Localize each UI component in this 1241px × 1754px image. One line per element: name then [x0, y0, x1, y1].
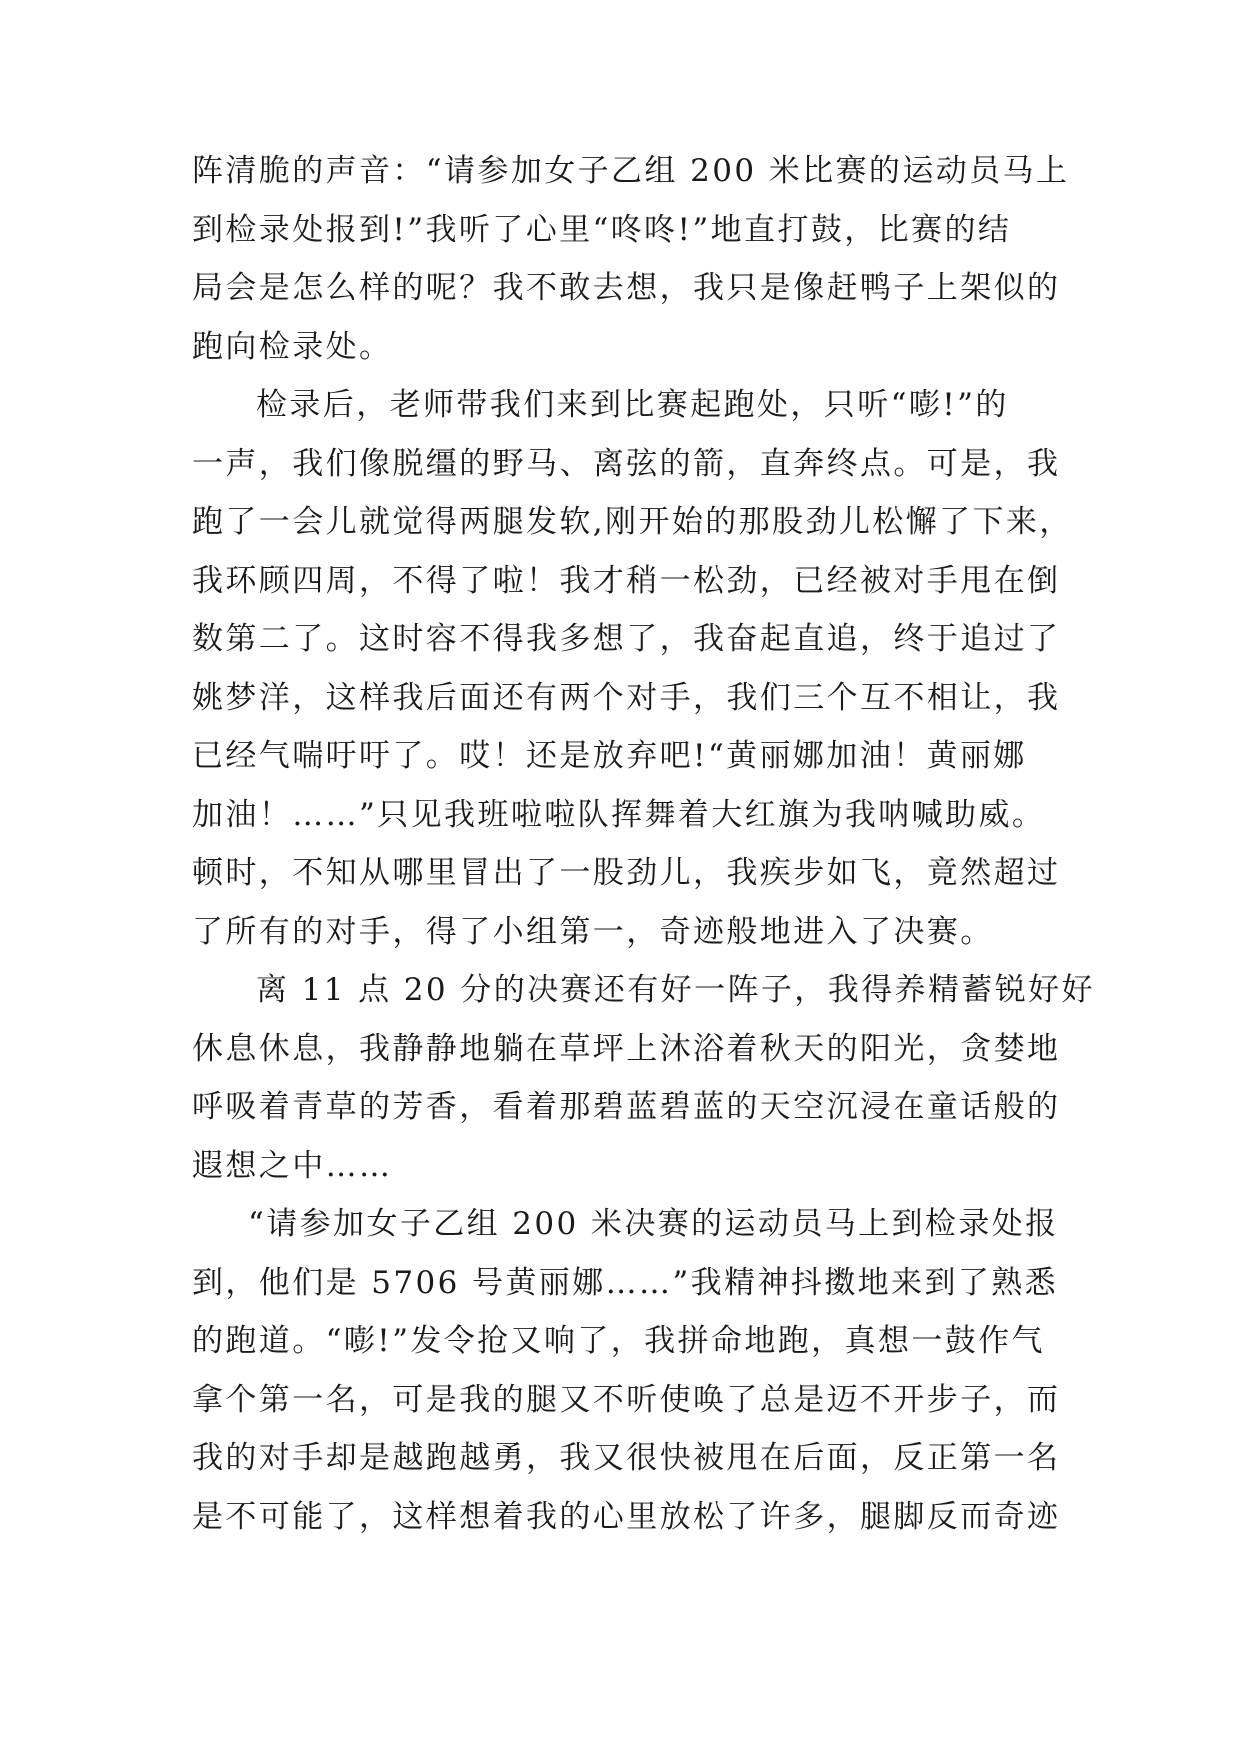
text-line: 一声，我们像脱缰的野马、离弦的箭，直奔终点。可是，我	[192, 445, 1061, 482]
text-line: 休息休息，我静静地躺在草坪上沐浴着秋天的阳光，贪婪地	[192, 1030, 1061, 1067]
text-line: “请参加女子乙组 200 米决赛的运动员马上到检录处报	[248, 1206, 1059, 1242]
text-line: 姚梦洋，这样我后面还有两个对手，我们三个互不相让，我	[192, 679, 1061, 716]
text-line: 到检录处报到!”我听了心里“咚咚!”地直打鼓，比赛的结	[192, 211, 1012, 248]
text-line: 我环顾四周，不得了啦！我才稍一松劲，已经被对手甩在倒	[192, 562, 1061, 599]
text-line: 局会是怎么样的呢？我不敢去想，我只是像赶鸭子上架似的	[192, 270, 1061, 306]
essay-body	[192, 142, 1095, 1546]
text-line: 顿时，不知从哪里冒出了一股劲儿，我疾步如飞，竟然超过	[192, 855, 1061, 891]
paragraph-1	[192, 142, 1070, 376]
text-line: 了所有的对手，得了小组第一，奇迹般地进入了决赛。	[192, 913, 994, 950]
text-line: 检录后，老师带我们来到比赛起跑处，只听“嘭!”的	[256, 387, 1009, 423]
text-line: 到，他们是 5706 号黄丽娜……”我精神抖擞地来到了熟悉	[192, 1264, 1059, 1301]
text-line: 离 11 点 20 分的决赛还有好一阵子，我得养精蓄锐好好	[256, 972, 1095, 1008]
text-line: 跑了一会儿就觉得两腿发软,刚开始的那股劲儿松懈了下来，	[192, 504, 1073, 540]
text-line: 阵清脆的声音：“请参加女子乙组 200 米比赛的运动员马上	[192, 153, 1070, 189]
text-line: 遐想之中……	[192, 1147, 393, 1184]
paragraph-4	[192, 1195, 1062, 1546]
text-line: 呼吸着青草的芳香，看着那碧蓝碧蓝的天空沉浸在童话般的	[192, 1089, 1061, 1125]
text-line: 已经气喘吁吁了。哎！还是放弃吧!“黄丽娜加油！黄丽娜	[192, 738, 1027, 774]
text-line: 数第二了。这时容不得我多想了，我奋起直追，终于追过了	[192, 621, 1061, 657]
text-line: 跑向检录处。	[192, 328, 393, 365]
text-line: 是不可能了，这样想着我的心里放松了许多，腿脚反而奇迹	[192, 1498, 1061, 1535]
paragraph-3	[192, 961, 1095, 1195]
text-line: 我的对手却是越跑越勇，我又很快被甩在后面，反正第一名	[192, 1440, 1061, 1476]
text-line: 的跑道。“嘭!”发令抢又响了，我拼命地跑，真想一鼓作气	[192, 1323, 1045, 1359]
text-line: 加油！……”只见我班啦啦队挥舞着大红旗为我呐喊助威。	[192, 796, 1046, 833]
paragraph-2	[192, 376, 1073, 961]
text-line: 拿个第一名，可是我的腿又不听使唤了总是迈不开步子，而	[192, 1381, 1061, 1418]
